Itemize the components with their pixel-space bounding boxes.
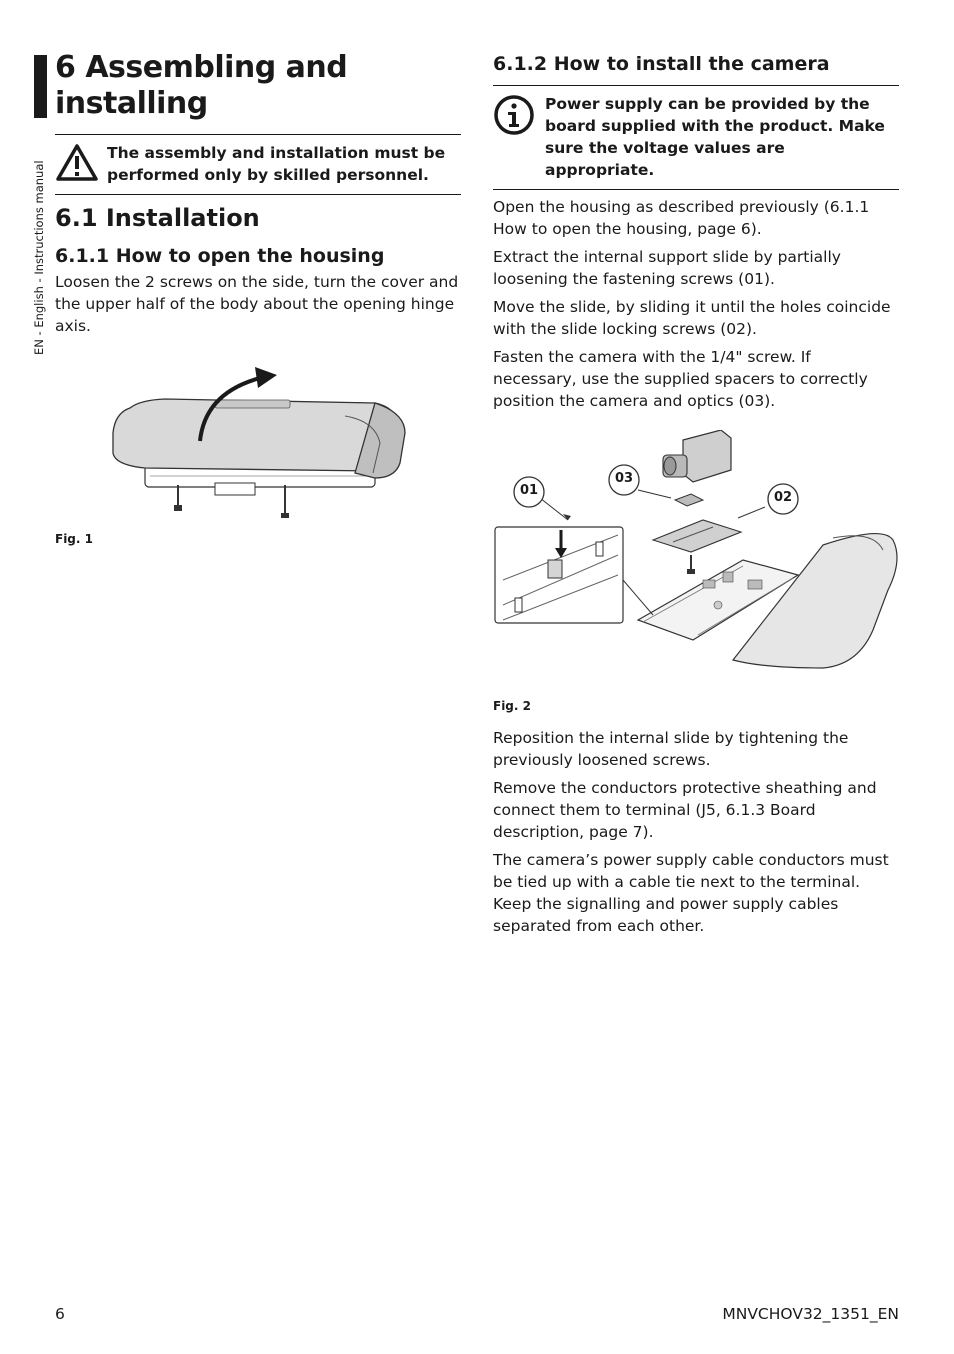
left-column <box>55 50 461 546</box>
figure-caption: Fig. 1 <box>55 532 93 546</box>
info-circle-icon <box>493 93 545 137</box>
figure-camera-install <box>493 430 899 675</box>
info-note <box>493 86 899 190</box>
body-paragraph: Move the slide, by sliding it until the holes coincide with the slide locking screws (02). <box>493 298 891 338</box>
warning-note <box>55 135 461 195</box>
callout-label-01: 01 <box>519 483 539 498</box>
body-paragraph: Loosen the 2 screws on the side, turn the cover and the upper half of the body about the opening hinge axis. <box>55 273 459 335</box>
page-title: 6 Assembling and installing <box>55 50 348 121</box>
info-text: Power supply can be provided by the board supplied with the product. Make sure the voltage values are appropriate. <box>545 95 885 179</box>
figure-housing-open <box>105 353 461 522</box>
callout-label-03: 03 <box>614 471 634 486</box>
warning-text: The assembly and installation must be performed only by skilled personnel. <box>107 144 446 184</box>
body-paragraph: Extract the internal support slide by partially loosening the fastening screws (01). <box>493 248 841 288</box>
subsection-title: 6.1.1 How to open the housing <box>55 245 385 267</box>
warning-triangle-icon <box>55 142 107 186</box>
subsection-title: 6.1.2 How to install the camera <box>493 53 830 75</box>
body-paragraph: Fasten the camera with the 1/4" screw. If necessary, use the supplied spacers to correctly position the camera and optics (03). <box>493 348 868 410</box>
right-column <box>493 50 899 937</box>
figure-caption: Fig. 2 <box>493 699 531 713</box>
document-code: MNVCHOV32_1351_EN <box>722 1305 899 1323</box>
body-paragraph: Reposition the internal slide by tightening the previously loosened screws. <box>493 729 849 769</box>
side-label: EN - English - Instructions manual <box>32 160 46 355</box>
section-marker-bar <box>34 55 47 118</box>
section-title: 6.1 Installation <box>55 204 260 232</box>
callout-label-02: 02 <box>773 490 793 505</box>
body-paragraph: Open the housing as described previously (6.1.1 How to open the housing, page 6). <box>493 198 870 238</box>
body-paragraph: Remove the conductors protective sheathing and connect them to terminal (J5, 6.1.3 Board description, page 7). <box>493 779 877 841</box>
body-paragraph: The camera’s power supply cable conductors must be tied up with a cable tie next to the terminal. Keep the signalling and power supply cables separated from each other. <box>493 851 889 935</box>
page-number: 6 <box>55 1305 65 1323</box>
